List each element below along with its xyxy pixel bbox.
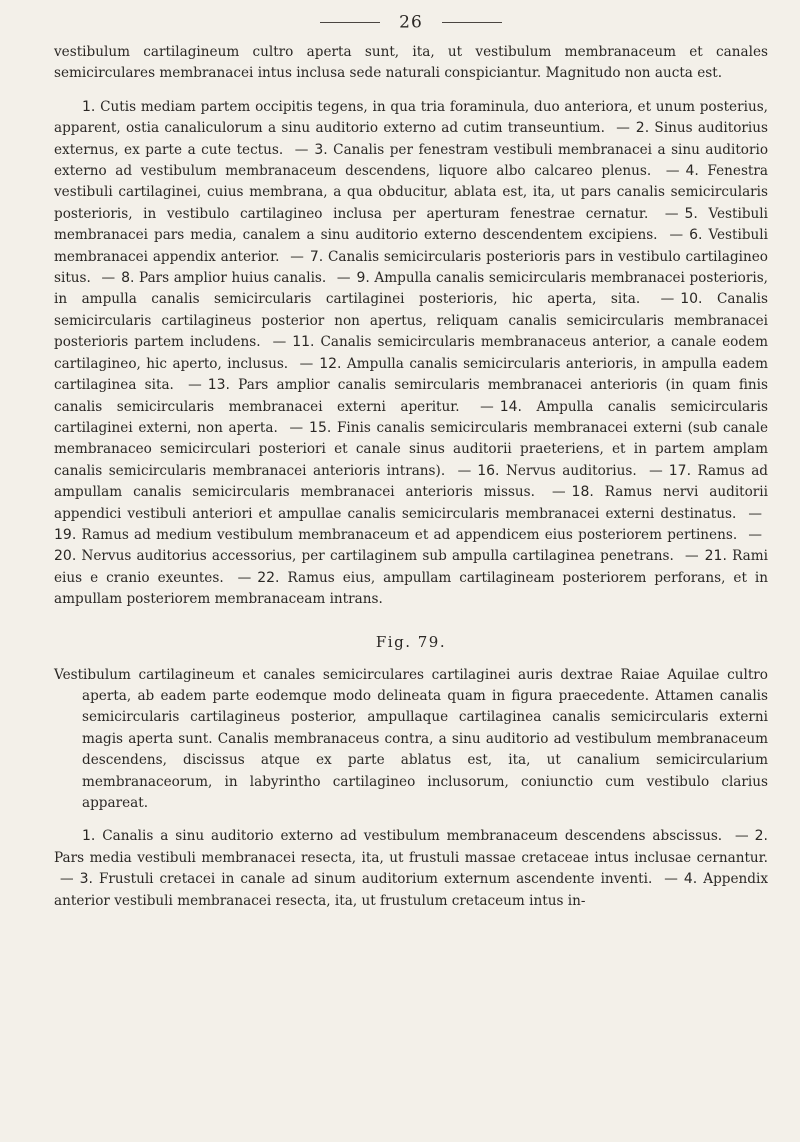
legend-item-text: Canalis semicircularis posterioris pars in vestibulo cartilagineo situs. bbox=[54, 248, 768, 287]
legend-item-number: 5. bbox=[684, 205, 698, 222]
page-number: 26 bbox=[399, 12, 423, 33]
legend-item-number: 16. bbox=[477, 462, 500, 479]
legend-item-text: Ramus ad medium vestibulum membranaceum et ad appendicem eius posteriorem pertinens. bbox=[76, 526, 743, 543]
legend-item-number: 12. bbox=[319, 355, 342, 372]
separator-dash: — bbox=[685, 548, 699, 565]
legend-item-number: 1. bbox=[82, 828, 96, 845]
legend-item-number: 19. bbox=[54, 526, 77, 543]
book-page bbox=[54, 12, 768, 1132]
legend-item-text: Ramus eius, ampullam cartilagineam posteriorem perforans, et in ampullam posteriorem membranaceam intrans. bbox=[54, 569, 768, 608]
legend-item-text: Canalis a sinu auditorio externo ad vestibulum membranaceum descendens abscissus. bbox=[95, 828, 730, 845]
legend-item-text: Frustuli cretacei in canale ad sinum auditorium externum ascendente inventi. bbox=[92, 871, 659, 888]
legend-item-number: 10. bbox=[680, 291, 703, 308]
legend-item bbox=[121, 270, 331, 286]
separator-dash: — bbox=[664, 871, 678, 888]
figure-legend-list bbox=[54, 826, 768, 912]
legend-item-text: Nervus auditorius. bbox=[499, 462, 644, 479]
separator-dash: — bbox=[735, 828, 749, 845]
legend-item-number: 11. bbox=[292, 334, 315, 351]
legend-item-number: 7. bbox=[309, 248, 324, 265]
legend-item-text: Finis canalis semicircularis membranacei externi (sub canale membranaceo semicirculari posteriori et canale sinus auditorii praeteriens, et in partem amplam canalis semicircularis membranacei anterioris intrans). bbox=[54, 419, 768, 479]
legend-item-number: 21. bbox=[704, 548, 727, 565]
legend-list bbox=[54, 97, 768, 611]
separator-dash: — bbox=[748, 526, 762, 543]
legend-item-number: 9. bbox=[356, 270, 370, 287]
legend-item-text: Cutis mediam partem occipitis tegens, in qua tria foraminula, duo anteriora, et unum posterius, apparent, ostia canaliculorum a sinu auditorio externo ad cutim transeuntium. bbox=[54, 98, 768, 137]
legend-item bbox=[477, 463, 643, 479]
legend-item-text: Ampulla canalis semicircularis membranacei posterioris, in ampulla canalis semicircularis cartilaginei posterioris, hic aperta, sita. bbox=[54, 270, 769, 308]
separator-dash: — bbox=[299, 355, 314, 372]
intro-paragraph: vestibulum cartilagineum cultro aperta sunt, ita, ut vestibulum membranaceum et canales semicirculares membranacei intus inclusa sede naturali conspiciantur. Magnitudo non aucta est. bbox=[54, 44, 768, 82]
separator-dash: — bbox=[649, 462, 663, 479]
legend-item-number: 13. bbox=[207, 377, 230, 394]
legend-item-number: 1. bbox=[82, 98, 96, 115]
legend-item-text: Vestibuli membranacei pars media, canalem a sinu auditorio externo descendentem excipiens. bbox=[54, 205, 768, 244]
separator-dash: — bbox=[748, 505, 762, 522]
separator-dash: — bbox=[60, 871, 74, 888]
legend-item-number: 8. bbox=[121, 270, 135, 287]
legend-item-text: Canalis semicircularis membranaceus anterior, a canale eodem cartilagineo, hic aperto, inclusus. bbox=[54, 334, 768, 372]
legend-item-text: Ampulla canalis semicircularis cartilaginei externi, non aperta. bbox=[54, 398, 768, 436]
running-head bbox=[54, 12, 768, 42]
legend-item-number: 2. bbox=[754, 828, 768, 845]
separator-dash: — bbox=[660, 291, 675, 308]
separator-dash: — bbox=[457, 462, 472, 479]
legend-item-number: 4. bbox=[683, 871, 698, 888]
legend-item-text: Canalis semicircularis cartilagineus posterior non apertus, reliquam canalis semicircularis membranacei posterioris partem includens. bbox=[54, 291, 768, 351]
legend-item-text: Nervus auditorius accessorius, per cartilaginem sub ampulla cartilaginea penetrans. bbox=[76, 548, 680, 565]
legend-item-text: Canalis per fenestram vestibuli membranacei a sinu auditorio externo ad vestibulum membranaceum descendens, liquore albo calcareo plenus. bbox=[54, 141, 769, 180]
separator-dash: — bbox=[272, 334, 287, 351]
separator-dash: — bbox=[237, 569, 252, 586]
legend-item-number: 17. bbox=[668, 462, 692, 479]
separator-dash: — bbox=[101, 270, 116, 287]
legend-item bbox=[80, 871, 659, 887]
legend-item-number: 20. bbox=[54, 548, 77, 565]
legend-item-text: Sinus auditorius externus, ex parte a cute tectus. bbox=[54, 120, 769, 158]
separator-dash: — bbox=[551, 484, 566, 501]
legend-item-text: Ramus ad ampullam canalis semicircularis membranacei anterioris missus. bbox=[54, 462, 769, 501]
legend-item bbox=[54, 548, 679, 564]
separator-dash: — bbox=[480, 398, 494, 415]
separator-dash: — bbox=[336, 270, 351, 287]
separator-dash: — bbox=[290, 248, 304, 265]
separator-dash: — bbox=[616, 120, 630, 137]
figure-description: Vestibulum cartilagineum et canales semicirculares cartilaginei auris dextrae Raiae Aquilae cultro aperta, ab eadem parte eodemque modo delineata quam in figura praecedente. Attamen canalis semicircularis cartilagineus posterior, ampullaque cartilaginea canalis semicircularis externi magis aperta sunt. Canalis membranaceus contra, a sinu auditorio ad vestibulum membranaceum descendens, discissus atque ex parte ablatus est, ita, ut canalium semicircularium membranaceorum, in labyrintho cartilagineo inclusorum, coniunctio cum vestibulo clarius appareat. bbox=[54, 666, 768, 811]
legend-item-text: Pars amplior canalis semircularis membranacei anterioris (in quam finis canalis semicircularis membranacei externi aperitur. bbox=[54, 377, 768, 415]
legend-item-number: 3. bbox=[314, 141, 328, 158]
legend-item-number: 22. bbox=[257, 569, 280, 586]
legend-item-text: Pars media vestibuli membranacei resecta, ita, ut frustuli massae cretaceae intus inclusae cernantur. bbox=[54, 849, 768, 866]
separator-dash: — bbox=[664, 205, 679, 222]
legend-item-text: Vestibuli membranacei appendix anterior. bbox=[54, 227, 768, 265]
legend-item-number: 14. bbox=[499, 398, 522, 415]
figure-title: Fig. 79. bbox=[375, 632, 447, 651]
legend-item-number: 4. bbox=[685, 163, 699, 180]
header-rule-left bbox=[320, 22, 380, 23]
legend-item-text: Fenestra vestibuli cartilaginei, cuius membrana, a qua obducitur, ablata est, ita, ut pars canalis semicircularis posterioris, in vestibulo cartilagineo inclusa per aperturam fenestrae cernatur. bbox=[54, 163, 768, 222]
separator-dash: — bbox=[289, 419, 304, 436]
legend-item-number: 2. bbox=[635, 120, 650, 137]
separator-dash: — bbox=[665, 163, 680, 180]
legend-item-number: 6. bbox=[689, 227, 703, 244]
legend-item bbox=[82, 828, 729, 844]
legend-item-text: Ampulla canalis semicircularis anterioris, in ampulla eadem cartilaginea sita. bbox=[54, 355, 768, 394]
separator-dash: — bbox=[188, 377, 202, 394]
legend-item-number: 18. bbox=[571, 484, 594, 501]
legend-item-number: 3. bbox=[79, 871, 93, 888]
legend-item-text: Rami eius e cranio exeuntes. bbox=[54, 548, 768, 586]
legend-item-text: Ramus nervi auditorii appendici vestibuli anteriori et ampullae canalis semicircularis membranacei externi destinatus. bbox=[54, 484, 769, 522]
legend-item-number: 15. bbox=[309, 419, 332, 436]
header-rule-right bbox=[442, 22, 502, 23]
legend-item-text: Pars amplior huius canalis. bbox=[134, 270, 331, 287]
legend-item bbox=[54, 527, 742, 543]
separator-dash: — bbox=[669, 227, 684, 244]
separator-dash: — bbox=[294, 141, 309, 158]
legend-item-text: Appendix anterior vestibuli membranacei resecta, ita, ut frustulum cretaceum intus in- bbox=[54, 871, 768, 909]
